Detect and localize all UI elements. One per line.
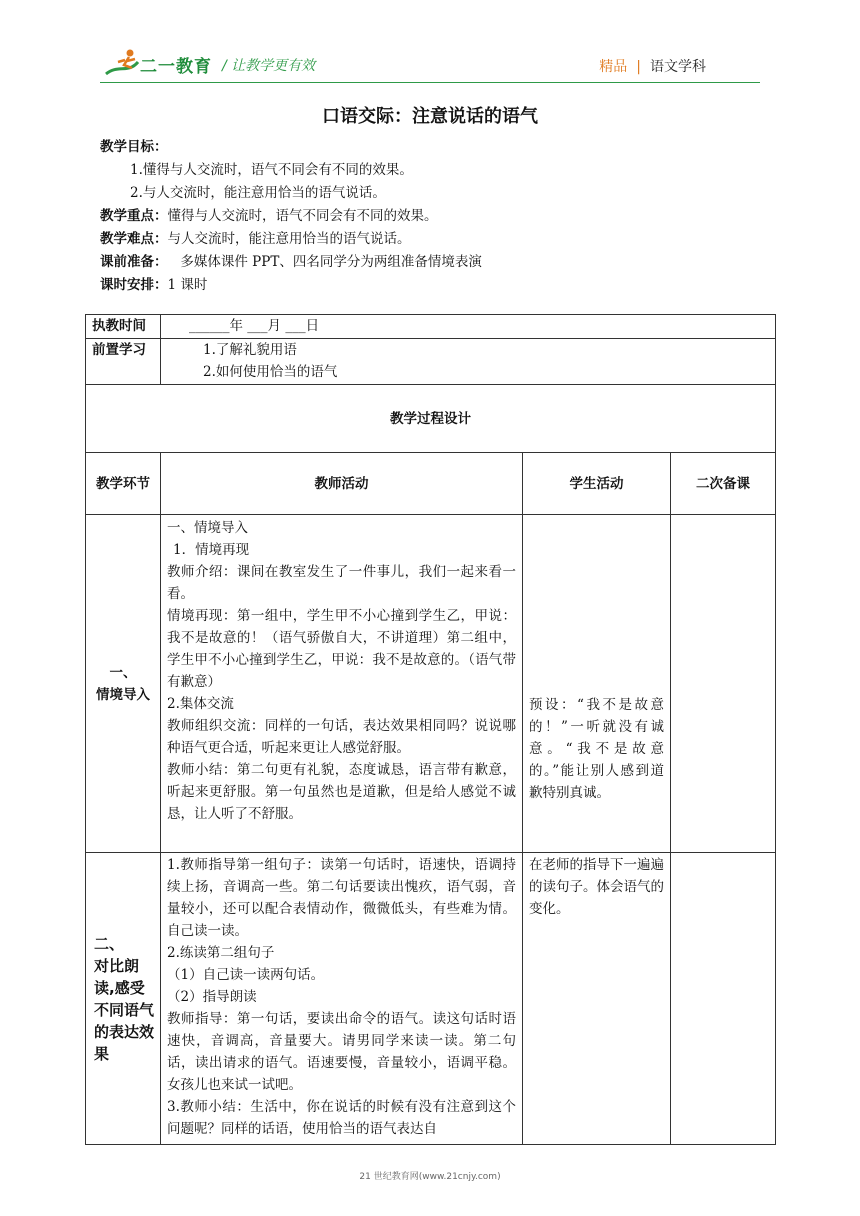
date-value: ______年 ___月 ___日	[161, 315, 776, 339]
stage-number: 一、	[109, 664, 137, 681]
teacher-paragraph: 一、情境导入	[167, 520, 248, 536]
logo-text: 二一教育	[140, 57, 212, 77]
subject-label: 语文学科	[650, 59, 706, 75]
header-badges	[599, 56, 706, 76]
date-row	[86, 315, 776, 339]
design-header: 教学过程设计	[86, 385, 776, 453]
header-divider	[100, 82, 760, 83]
student-activity: 在老师的指导下一遍遍的读句子。体会语气的变化。	[523, 853, 671, 1145]
teacher-paragraph: 3.教师小结：生活中，你在说话的时候有没有注意到这个问题呢？同样的话语，使用恰当的语气表达自	[167, 1099, 516, 1137]
schedule-text: 1 课时	[167, 277, 208, 293]
second-prep-note	[671, 515, 776, 853]
pre-study-item-1: 1.了解礼貌用语	[203, 342, 297, 358]
student-activity: 预设：“我不是故意的！”一听就没有诚意。“我不是故意的。”能让别人感到道歉特别真诚。	[523, 515, 671, 853]
column-header-row	[86, 453, 776, 515]
teacher-paragraph: 情境再现：第一组中，学生甲不小心撞到学生乙，甲说：我不是故意的！（语气骄傲自大，不讲道理）第二组中，学生甲不小心撞到学生乙，甲说：我不是故意的。（语气带有歉意）	[167, 608, 516, 690]
design-header-row	[86, 385, 776, 453]
key-point-text: 懂得与人交流时，语气不同会有不同的效果。	[167, 208, 438, 224]
key-point-label: 教学重点：	[100, 208, 168, 224]
teacher-paragraph: 2.集体交流	[167, 696, 234, 712]
teacher-activity	[161, 853, 523, 1145]
table-row	[86, 853, 776, 1145]
teacher-paragraph: （2）指导朗读	[167, 989, 257, 1005]
objectives-label: 教学目标：	[100, 139, 168, 155]
page-header	[0, 0, 860, 88]
difficulty-text: 与人交流时，能注意用恰当的语气说话。	[167, 231, 411, 247]
header-separator: |	[636, 59, 641, 75]
col-header-teacher: 教师活动	[161, 453, 523, 515]
second-prep-note	[671, 853, 776, 1145]
table-row	[86, 515, 776, 853]
col-header-stage: 教学环节	[86, 453, 161, 515]
stage-title: 情境导入	[96, 686, 150, 703]
difficulty-label: 教学难点：	[100, 231, 168, 247]
col-header-student: 学生活动	[523, 453, 671, 515]
date-label: 执教时间	[86, 315, 161, 339]
teacher-activity	[161, 515, 523, 853]
teacher-paragraph: 教师介绍：课间在教室发生了一件事儿，我们一起来看一看。	[167, 564, 516, 602]
lesson-intro	[100, 136, 780, 297]
stage-cell	[86, 853, 161, 1145]
teacher-paragraph: 教师小结：第二句更有礼貌，态度诚恳，语言带有歉意，听起来更舒服。第一句虽然也是道歉，但是给人感觉不诚恳，让人听了不舒服。	[167, 762, 516, 822]
teacher-paragraph: 2.练读第二组句子	[167, 945, 275, 961]
teacher-paragraph: 教师组织交流：同样的一句话，表达效果相同吗？说说哪种语气更合适，听起来更让人感觉舒服。	[167, 718, 516, 756]
stage-cell	[86, 515, 161, 853]
preparation-text: 多媒体课件 PPT、四名同学分为两组准备情境表演	[180, 254, 482, 270]
stage-title: 对比朗读,感受不同语气的表达效果	[94, 956, 155, 1063]
objective-2: 2.与人交流时，能注意用恰当的语气说话。	[130, 185, 386, 201]
preparation-label: 课前准备：	[100, 254, 168, 270]
objective-1: 1.懂得与人交流时，语气不同会有不同的效果。	[130, 162, 413, 178]
col-header-notes: 二次备课	[671, 453, 776, 515]
teacher-paragraph: 1.教师指导第一组句子：读第一句话时，语速快，语调持续上扬，音调高一些。第二句话要读出愧疚，语气弱，音量较小，还可以配合表情动作，微微低头，有些难为情。自己读一读。	[167, 857, 516, 939]
quality-badge: 精品	[599, 59, 628, 75]
slogan: / 让教学更有效	[222, 58, 316, 74]
stage-number: 二、	[94, 934, 125, 953]
pre-study-row	[86, 339, 776, 385]
teacher-paragraph: （1）自己读一读两句话。	[167, 967, 325, 983]
page-title: 口语交际：注意说话的语气	[322, 106, 538, 127]
teacher-paragraph: 1．情境再现	[173, 542, 250, 558]
pre-study-label: 前置学习	[86, 339, 161, 385]
pre-study-item-2: 2.如何使用恰当的语气	[203, 364, 338, 380]
schedule-label: 课时安排：	[100, 277, 168, 293]
lesson-table	[85, 314, 776, 1145]
teacher-paragraph: 教师指导：第一句话，要读出命令的语气。读这句话时语速快，音调高，音量要大。请男同学来读一读。第二句话，读出请求的语气。语速要慢，音量较小，语调平稳。女孩儿也来试一试吧。	[167, 1011, 516, 1093]
page-footer: 21 世纪教育网(www.21cnjy.com)	[359, 1172, 501, 1182]
